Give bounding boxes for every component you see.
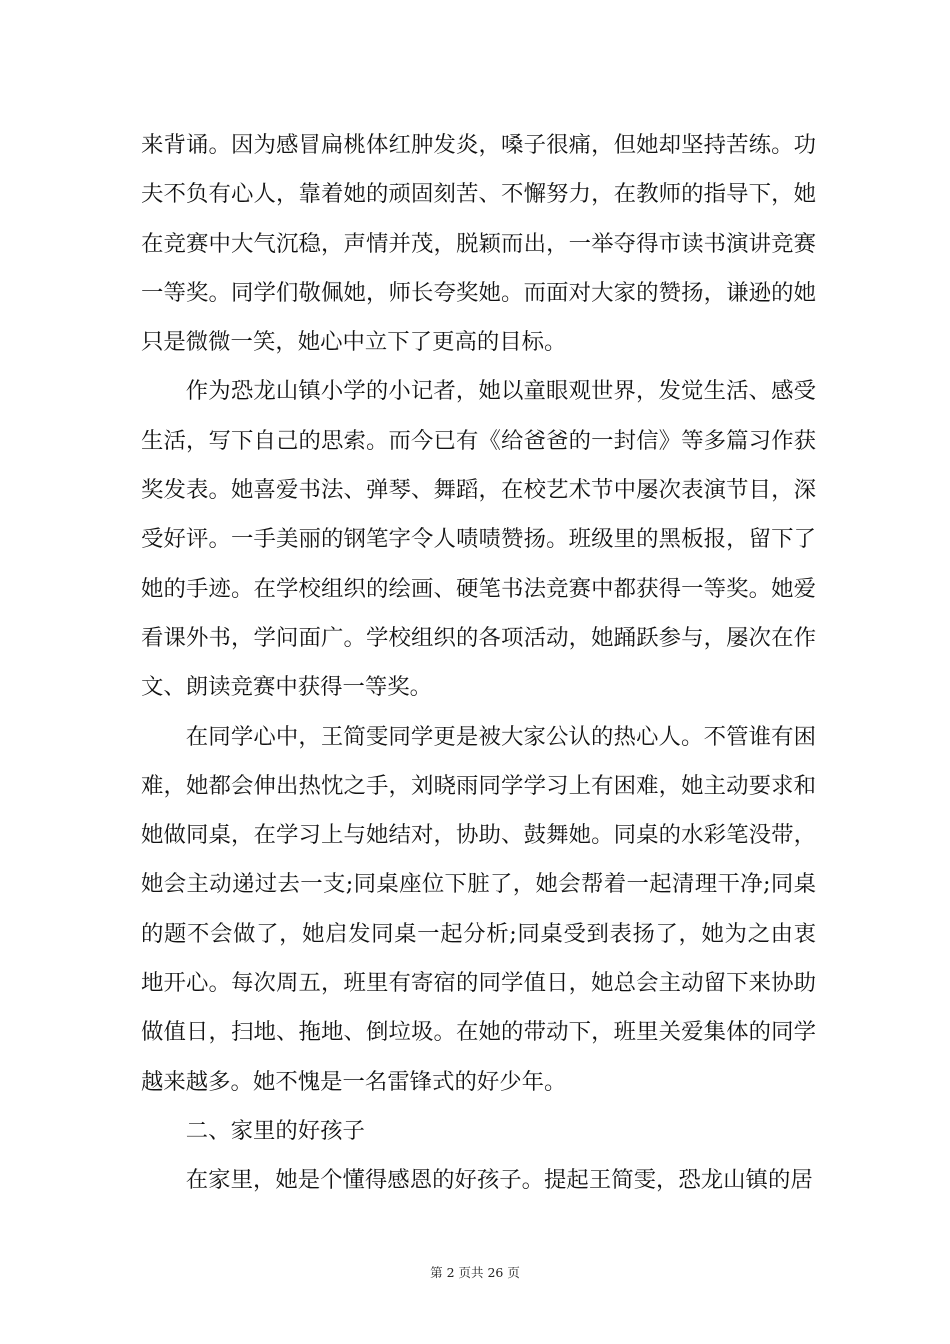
page-number-footer: 第 2 页共 26 页 [430,1265,520,1280]
paragraph-5: 在家里，她是个懂得感恩的好孩子。提起王简雯，恐龙山镇的居 [185,1167,813,1194]
paragraph-1: 来背诵。因为感冒扁桃体红肿发炎，嗓子很痛，但她却坚持苦练。功夫不负有心人，靠着她的顽固刻苦、不懈努力，在教师的指导下，她在竞赛中大气沉稳，声情并茂，脱颖而出，一举夺得市读书演讲竞赛一等奖。同学们敬佩她，师长夸奖她。而面对大家的赞扬，谦逊的她只是微微一笑，她心中立下了更高的目标。 [141,132,816,356]
paragraph-2: 作为恐龙山镇小学的小记者，她以童眼观世界，发觉生活、感受生活，写下自己的思索。而今已有《给爸爸的一封信》等多篇习作获奖发表。她喜爱书法、弹琴、舞蹈，在校艺术节中屡次表演节目，深受好评。一手美丽的钢笔字令人啧啧赞扬。班级里的黑板报，留下了她的手迹。在学校组织的绘画、硬笔书法竞赛中都获得一等奖。她爱看课外书，学问面广。学校组织的各项活动，她踊跃参与，屡次在作文、朗读竞赛中获得一等奖。 [141,378,816,701]
section-heading: 二、家里的好孩子 [185,1117,365,1144]
document-body [141,121,816,1206]
paragraph-3: 在同学心中，王简雯同学更是被大家公认的热心人。不管谁有困难，她都会伸出热忱之手，刘晓雨同学学习上有困难，她主动要求和她做同桌，在学习上与她结对，协助、鼓舞她。同桌的水彩笔没带，她会主动递过去一支;同桌座位下脏了，她会帮着一起清理干净;同桌的题不会做了，她启发同桌一起分析;同桌受到表扬了，她为之由衷地开心。每次周五，班里有寄宿的同学值日，她总会主动留下来协助做值日，扫地、拖地、倒垃圾。在她的带动下，班里关爱集体的同学越来越多。她不愧是一名雷锋式的好少年。 [141,723,816,1095]
